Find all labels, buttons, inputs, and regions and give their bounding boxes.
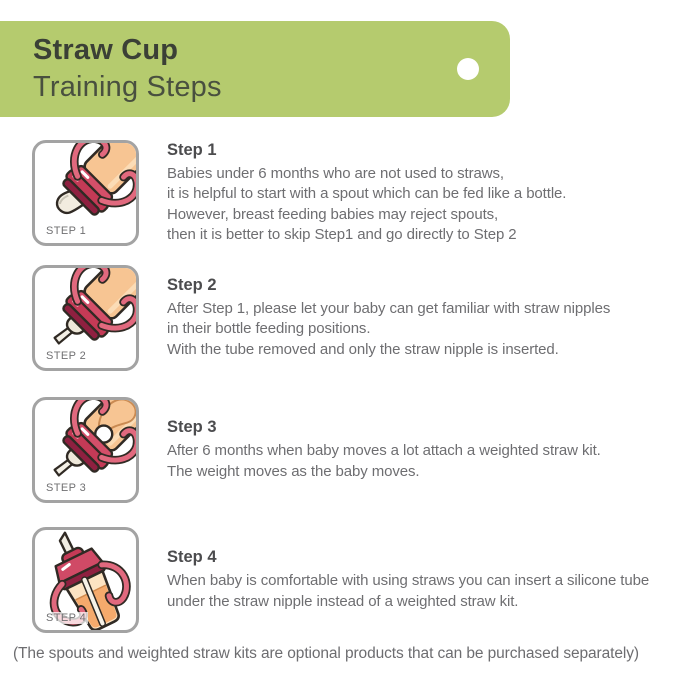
banner-hole-dot [457, 58, 479, 80]
step4-line: under the straw nipple instead of a weighted straw kit. [167, 592, 519, 610]
step1-line: Babies under 6 months who are not used to straws, [167, 164, 504, 182]
step3-line: The weight moves as the baby moves. [167, 462, 420, 480]
step1-badge: STEP 1 [46, 225, 87, 237]
step1-text [167, 141, 566, 246]
step1-heading: Step 1 [167, 140, 217, 159]
title-banner [0, 21, 510, 117]
step-row-1 [32, 140, 672, 246]
step4-line: When baby is comfortable with using straws you can insert a silicone tube [167, 572, 650, 589]
step2-heading: Step 2 [167, 275, 217, 294]
page-subtitle: Training Steps [33, 71, 222, 103]
step3-text [167, 418, 601, 482]
step3-line: After 6 months when baby moves a lot attach a weighted straw kit. [167, 442, 601, 459]
steps-list [32, 140, 672, 633]
step4-badge: STEP 4 [46, 612, 87, 624]
step4-text [167, 548, 649, 612]
step3-badge: STEP 3 [46, 482, 87, 494]
step1-line: it is helpful to start with a spout which can be fed like a bottle. [167, 185, 567, 202]
step4-heading: Step 4 [167, 548, 217, 566]
step2-text [167, 276, 610, 361]
step1-line: However, breast feeding babies may reject spouts, [167, 205, 499, 223]
step-row-4 [32, 527, 672, 633]
optional-products-note: (The spouts and weighted straw kits are optional products that can be purchased separately) [13, 645, 639, 662]
step2-line: With the tube removed and only the straw nipple is inserted. [167, 340, 559, 358]
step-row-3 [32, 397, 672, 503]
step2-icon-box [32, 265, 139, 371]
step3-heading: Step 3 [167, 418, 217, 436]
step1-icon-box [32, 140, 139, 246]
step2-badge: STEP 2 [46, 350, 87, 362]
page-title: Straw Cup [33, 34, 179, 66]
step-row-2 [32, 265, 672, 371]
step3-icon-box [32, 397, 139, 503]
step1-line: then it is better to skip Step1 and go directly to Step 2 [167, 226, 517, 243]
step4-icon-box [32, 527, 139, 633]
step2-line: After Step 1, please let your baby can get familiar with straw nipples [167, 299, 611, 317]
step2-line: in their bottle feeding positions. [167, 320, 371, 338]
